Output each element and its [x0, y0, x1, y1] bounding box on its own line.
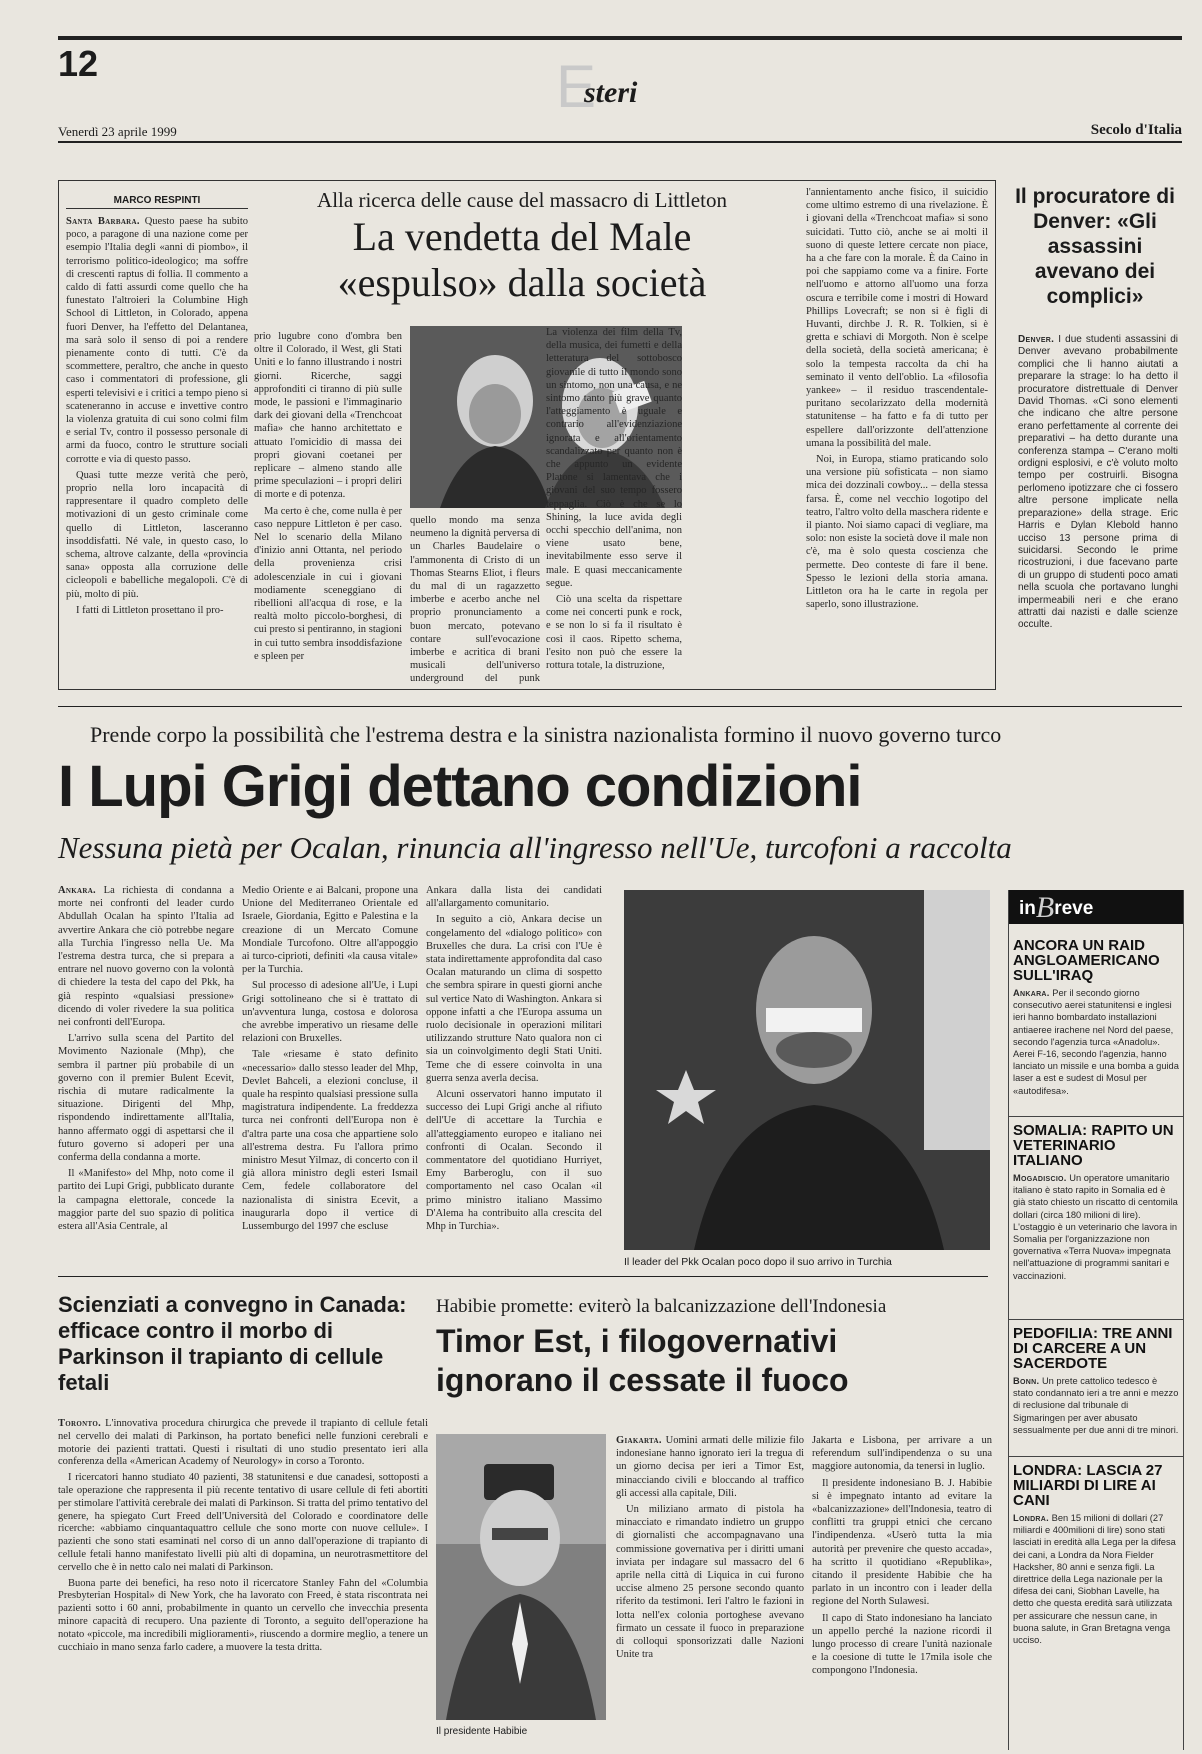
littleton-headline-2: «espulso» dalla società: [337, 260, 707, 305]
in-breve-sidebar: [1008, 890, 1184, 1750]
paragraph: Buona parte dei benefici, ha reso noto il ricercatore Stanley Fahn del «Columbia Presbyterian Hospital» di New York, che ha lavorato con Freed, è stata riscontrata nei pazienti sotto i 60 anni, probabilmente in quanto un cervello che invecchia presenta minore capacità di recupero. Una paziente di Toronto, a seguito dell'operazione ha notato «piccole, ma incredibili miglioramenti», riuscendo a dormire meglio, a tenere un cucchiaio in mano senza farlo cadere, a muovere la testa dritta.: [58, 1577, 428, 1653]
denver-headline: Il procuratore di Denver: «Gli assassini avevano dei complici»: [1015, 185, 1175, 308]
littleton-col-1: [66, 215, 248, 683]
littleton-col-5: [806, 186, 988, 684]
paragraph: Il presidente indonesiano B. J. Habibie si è impegnato intanto ad evitare la «balcanizzazione» dell'Indonesia, teatro di conflitti tra gruppi etnici che cercano l'indipendenza. «Userò tutta la mia autorità per prevenire che questo accada», ha scritto il quotidiano «Republika», citando il presidente Habibie che ha parlato in un incontro con i leader della regione del North Sulawesi.: [812, 1477, 992, 1608]
dateline: Toronto.: [58, 1418, 102, 1429]
section-name: steri: [584, 76, 638, 109]
section-divider: [58, 706, 1182, 707]
turkey-col-3: [426, 884, 602, 1268]
paragraph: Ma certo è che, come nulla è per caso neppure Littleton è per caso. Nel lo scenario della Milano d'inizio anni Ottanta, nel periodo della provenienza crisi adolescenziale in cui i giovani modiamente sceneggiano di ribellioni all'acqua di rose, e la realtà molto piccolo-borghesi, di cui presto si pentiranno, in stagioni in cui tutto sembra insoddisfazione e spleen per: [254, 505, 402, 662]
paragraph: Medio Oriente e ai Balcani, propone una Unione del Mediterraneo Orientale ed Israele, Giordania, Egitto e Palestina e la creazione di un Mercato Comune Mondiale Turcofono. Oltre all'appoggio ai turco-ciprioti, definiti «la causa vitale» per la Turchia.: [242, 885, 418, 976]
paragraph: La violenza dei film della Tv, della musica, dei fumetti e della letteratura del sottobosco giovanile di tutto il mondo sono un sintomo, non una causa, e ne sintomo tanto più grave quanto l'atteggiamento è uguale e contrario all'evidenziazione ignorata e all'orientamento scandalizzato per quanto non è che appunto un evidente Platone si lamentava che i giovani del suo tempo fossero teppaglia. Ciò è che se lo Shining, la luce avida degli occhi specchio dell'anima, non viene usato bene, inevitabilmente esso serve il male. E quasi meccanicamente segue.: [546, 327, 682, 589]
dateline: Denver.: [1018, 334, 1055, 345]
dateline: Santa Barbara.: [66, 216, 140, 227]
brief-title: LONDRA: LASCIA 27 MILIARDI DI LIRE AI CANI: [1013, 1462, 1163, 1509]
denver-body: [1018, 334, 1178, 684]
brief-body: Un prete cattolico tedesco è stato condannato ieri a tre anni e mezzo di reclusione dal tribunale di Sigmaringen per aver abusato sessualmente per due anni di tre minori.: [1013, 1376, 1179, 1435]
brief-item: [1009, 1457, 1183, 1719]
paragraph: L'arrivo sulla scena del Partito del Movimento Nazionale (Mhp), che sembra il partner più probabile di un governo con il premier Bulent Ecevit, rischia di mutare radicalmente la situazione. Dirigenti del Mhp, rispondendo indirettamente all'Italia, hanno affermato oggi di aspettarsi che il futuro governo si adoperi per una conferma della condanna a morte.: [58, 1033, 234, 1164]
issue-date: Venerdì 23 aprile 1999: [58, 124, 177, 139]
paragraph: In seguito a ciò, Ankara decise un congelamento del «dialogo politico» con Bruxelles che dura. La crisi con l'Ue è stata indirettamente approfondita dal caso Ocalan maturando un clima di sospetto che sembra spirare in questi giorni anche sul vertice Nato di Washington. Ankara si oppone infatti a che l'Europa assuma un ruolo decisionale in operazioni militari utilizzando strutture Nato qualora non ci sia un coinvolgimento degli Stati Uniti. Teme che di essere coinvolta in una guerra senza averla decisa.: [426, 914, 602, 1084]
littleton-col-2: [254, 330, 402, 684]
dateline: Mogadiscio.: [1013, 1173, 1067, 1183]
turkey-subhead: Nessuna pietà per Ocalan, rinuncia all'ingresso nell'Ue, turcofoni a raccolta: [58, 830, 1012, 865]
timor-col-1: [616, 1434, 804, 1746]
in-breve-logo: [1009, 890, 1183, 924]
paragraph: I due studenti assassini di Denver avevano probabilmente complici che li hanno aiutati a preparare la strage: lo ha detto il procuratore distrettuale di Denver David Thomas. «Ci sono elementi che indicano che altre persone erano perfettamente al corrente dei preparativi – ha detto durante una conferenza stampa – C'erano molti ordigni esplosivi, e c'è voluto molto tempo per costruirli. Bisogna perlomeno ipotizzare che ci fossero altre persone implicate nella preparazione» della strage. Eric Harris e Dylan Klebold hanno ucciso 13 persone prima di suicidarsi. Secondo le prime ricostruzioni, i due facevano parte di un gruppo di studenti poco amati nella scuola che portavano lunghi impermeabili neri e che erano attratti dai nazisti e dalle scienze occulte.: [1018, 334, 1178, 631]
section-initial: E: [556, 53, 597, 120]
paragraph: La richiesta di condanna a morte nei confronti del leader curdo Abdullah Ocalan ha spinto l'Italia ad avvertire Ankara che ciò potrebbe negare alla Turchia l'ingresso nella Ue. Ma l'estrema destra turca, che si prepara a entrare nel nuovo governo con la volontà di chiedere la testa del capo del Pkk, ha già respinto «qualsiasi pressione» dicendo di voler rivedere la sua politica nei confronti dell'Europa.: [58, 885, 234, 1029]
dateline: Bonn.: [1013, 1376, 1040, 1386]
brief-title: ANCORA UN RAID ANGLOAMERICANO SULL'IRAQ: [1013, 937, 1160, 984]
paragraph: L'innovativa procedura chirurgica che prevede il trapianto di cellule fetali nel cervello dei malati di Parkinson, ha portato benefici nelle funzioni cerebrali e motorie dei pazienti trattati. Questi i risultati di uno studio presentato ieri alla conferenza della «American Academy of Neurology» in corso a Toronto.: [58, 1418, 428, 1468]
turkey-headline: I Lupi Grigi dettano condizioni: [58, 754, 862, 819]
paper-name: Secolo d'Italia: [1090, 122, 1182, 138]
timor-col-2: [812, 1434, 992, 1746]
ocalan-image: [624, 890, 990, 1250]
dateline: Londra.: [1013, 1513, 1050, 1523]
parkinson-headline: Scienziati a convegno in Canada: efficace contro il morbo di Parkinson il trapianto di cellule fetali: [58, 1292, 407, 1395]
paragraph: quello mondo ma senza neumeno la dignità perversa di un Charles Baudelaire o l'ammonenta di Cristo di un Thomas Stearns Eliot, i fleurs du mal di un ragazzetto imberbe e acerbo anche nel proprio pronunciamento a buon mercato, potevano contare sull'evocazione imberbe e acritica di brani musicali dell'universo underground del punk: [410, 515, 540, 684]
brief-item: [1009, 932, 1183, 1117]
paragraph: Un miliziano armato di pistola ha minacciato e rimandato indietro un gruppo di giornalisti che accompagnavano una commissione governativa per i diritti umani inviata per indagare sul massacro del 6 aprile nella città di Liquica in cui furono uccise almeno 25 persone secondo quanto riferito da testimoni. Ieri l'altro le fazioni in lotta nell'ex colonia portoghese avevano firmato un cessate il fuoco in preparazione di colloqui sponsorizzati dalle Nazioni Unite tra: [616, 1504, 804, 1661]
paragraph: Uomini armati delle milizie filo indonesiane hanno ignorato ieri la tregua di un giorno decisa per ieri a Timor Est, minacciando civili e bloccando al traffico gli accessi alla capitale, Dili.: [616, 1435, 804, 1499]
ocalan-photo: [624, 890, 990, 1250]
turkey-kicker: Prende corpo la possibilità che l'estrema destra e la sinistra nazionalista formino il nuovo governo turco: [90, 722, 1002, 747]
paragraph: Ankara dalla lista dei candidati all'allargamento comunitario.: [426, 885, 602, 910]
brief-title: PEDOFILIA: TRE ANNI DI CARCERE A UN SACERDOTE: [1013, 1325, 1173, 1372]
dateline: Ankara.: [58, 885, 96, 896]
timor-headline: Timor Est, i filogovernativi ignorano il cessate il fuoco: [436, 1323, 849, 1398]
turkey-col-2: [242, 884, 418, 1268]
top-rule: [58, 36, 1182, 40]
paragraph: I fatti di Littleton prosettano il pro-: [76, 604, 224, 616]
paragraph: prio lugubre cono d'ombra ben oltre il Colorado, il West, gli Stati Uniti e lo fanno illustrando i nostri giorni. Ricerche, saggi approfonditi ci tiranno di più sulle mode, le passioni e l'immaginario dark dei giovani della «Trenchcoat mafia» che hanno architettato e attuato l'omicidio di massa dei propri giovani coetanei per replicare – almeno stando alle prime speculazioni – i propri deliri di morte e di potenza.: [254, 331, 402, 501]
ocalan-caption: Il leader del Pkk Ocalan poco dopo il suo arrivo in Turchia: [624, 1256, 892, 1268]
habibie-caption: Il presidente Habibie: [436, 1726, 528, 1737]
paragraph: Il «Manifesto» del Mhp, noto come il partito dei Lupi Grigi, pubblicato durante la campagna elettorale, concede la maggior parte del suo spazio di politica estera all'Asia Centrale, al: [58, 1168, 234, 1233]
brief-item: [1009, 1117, 1183, 1320]
paragraph: Noi, in Europa, stiamo praticando solo una versione più sofisticata – non siamo mica dei dozzinali cowboy... – della stessa farsa. È, come nel vecchio logotipo del teatro, l'altro volto della maschera ridente e il pianto. Noi siamo capaci di vegliare, ma solo: non esiste la società dove il male non c'è, ma è solo questa coscienza che permette. Deo conteste di fare il bene. Spesso le lezioni della storia amana. Littleton ora ha le carte in regola per saperlo, sono illustrazione.: [806, 454, 988, 611]
paragraph: Alcuni osservatori hanno imputato il successo dei Lupi Grigi anche al rifiuto dell'Ue di accettare la Turchia e all'atteggiamento europeo e italiano nei confronti di Ocalan. Secondo il commentatore del quotidiano Hurriyet, Emy Barberoglu, con il suo comportamento nel caso Ocalan «il primo ministro italiano Massimo D'Alema ha contribuito alla crescita del Mhp in Turchia».: [426, 1089, 602, 1233]
brief-body: Un operatore umanitario italiano è stato rapito in Somalia ed è già stato chiesto un riscatto di centomila dollari (circa 180 milioni di lire). L'ostaggio è un veterinario che lavora in Somalia per l'organizzazione non governativa «Terra Nuova» impegnata nell'attuazione di programmi sanitari e vaccinazioni.: [1013, 1173, 1178, 1281]
littleton-kicker: Alla ricerca delle cause del massacro di Littleton: [317, 188, 727, 212]
logo-in: in: [1019, 898, 1036, 919]
brief-body: Per il secondo giorno consecutivo aerei statunitensi e inglesi ieri hanno bombardato installazioni antiaeree irachene nel Nord del paese, secondo l'agenzia turca «Anadolu». Aerei F-16, secondo l'agenzia, hanno lanciato un missile e una bomba a guida laser a est e sudest di Mosul per «autodifesa».: [1013, 988, 1179, 1096]
paragraph: l'annientamento anche fisico, il suicidio come ultimo estremo di una rivelazione. È i giovani della «Trenchcoat mafia» si sono suicidati. Tutto ciò, anche se ai molti il suono di queste lettere cercate non piace, ha a che fare con la morale. È da Caino in poi che sappiamo come va a finire. Forte nell'uomo e attorno all'uomo una forza oscura e terribile come i mostri di Howard Phillips Lovecraft; se non si è figli di Huvanti, dirchbe J. R. R. Tolkien, si è gretta e schiavi di Morgoth. Non è scelpe della società, della società americana; è solo la tempesta raccolta da chi ha seminato il vento dell'oblio. La «filosofia yankee» – il residuo trascendentale-puritano secolarizzato della modernità statunitense – ha fatto e fa di tutto per espellere dall'orizzonte dell'attenzione umana la possibilità del male.: [806, 187, 988, 449]
paragraph: Quasi tutte mezze verità che però, proprio nella loro incapacità di rappresentare il quadro completo delle motivazioni di un gesto criminale come quello di Littleton, lasceranno insoddisfatti. Né vale, in questo caso, lo schema, altrove calzante, della «provincia sana» opposta alla corruzione delle cicleopoli e babelliche megalopoli. C'è di più, molto di più.: [66, 469, 248, 600]
paragraph: Sul processo di adesione all'Ue, i Lupi Grigi sottolineano che si è trattato di un'avventura lunga, costosa e dolorosa che avrebbe imperativo un riesame delle relazioni con Bruxelles.: [242, 980, 418, 1045]
littleton-headline-1: La vendetta del Male: [352, 214, 692, 259]
paragraph: Tale «riesame è stato definito «necessario» dallo stesso leader del Mhp, Devlet Bahceli, a elezioni concluse, il quale ha respinto qualsiasi pressione sulla magistratura indipendente. La freddezza turca nei confronti dell'Europa non è d'altra parte una cosa che appartiene solo all'estrema destra. Fu l'allora primo ministro Mesut Yilmaz, di concerto con il già allora ministro degli esteri Ismail Cem, fedele collaboratore del nazionalista di sinistra Ecevit, a inaugurarla dopo il vertice di Lussemburgo del 1997 che escluse: [242, 1049, 418, 1233]
masthead-rule: [58, 141, 1182, 143]
habibie-image: [436, 1434, 606, 1720]
paragraph: Ciò una scelta da rispettare come nei concerti punk e rock, e se non lo si fa il risultato è così il caos. Ripetto schema, l'esito non può che essere la rottura totale, la distruzione,: [546, 594, 682, 672]
paragraph: Questo paese ha subito poco, a paragone di una nazione come per esempio l'Italia degli «anni di piombo», il terrorismo politico-ideologico; ma soffre di crescenti raptus di follia. Il commento a caldo di fatti assurdi come quello che ha funestato l'altroieri la Columbine High School di Littleton, in Colorado, appena fuori Denver, ha l'effetto del Delantanea, ma sarà solo il senso di poi a rendere pienamente conto di tutti. C'è da scommettere, peraltro, che anche in questo caso i commentatori di professione, gli esperti televisivi e i critici a tempo pieno si scateneranno in accuse e invettive contro la violenza gratuita di cui sono colmi film e serial Tv, contro il possesso personale di armi da fuoco, contro le strutture sociali corrotte e via di questo passo.: [66, 216, 248, 465]
author-name: MARCO RESPINTI: [66, 195, 248, 209]
littleton-col-4: [546, 326, 682, 684]
dateline: Ankara.: [1013, 988, 1050, 998]
section-divider: [58, 1276, 988, 1277]
paragraph: Jakarta e Lisbona, per arrivare a un referendum sull'indipendenza o su una maggiore autonomia, da tenersi in luglio.: [812, 1435, 992, 1473]
paragraph: I ricercatori hanno studiato 40 pazienti, 38 statunitensi e due canadesi, sottoposti a tale operazione che rappresenta il più recente tentativo di usare cellule di feti abortiti per stimolare l'attività cerebrale dei malati di Parkinson. Si tratta del primo tentativo del genere, ha spiegato Curt Freed dell'Università del Colorado e coordinatore delle ricerche: «abbiamo cinquantaquattro cellule che sono morte con nuove cellule». I pazienti che sono stati esaminati nel corso di un anno dall'operazione di trapianto di cellule fetali hanno manifestato livelli più alti di dopamina, un neurotrasmettitore del cervello che è in netto calo nei malati di Parkinson.: [58, 1472, 428, 1573]
brief-body: Ben 15 milioni di dollari (27 miliardi e 400milioni di lire) sono stati lasciati in eredità alla Lega per la difesa dei cani, a Londra da Nora Fielder Hacksher, 80 anni e senza figli. La direttrice della Lega nazionale per la difesa dei cani, Siobhan Lavelle, ha detto che questa eredità sarà utilizzata per assicurare che nessun cane, in buona salute, in Gran Bretagna venga ucciso.: [1013, 1513, 1176, 1646]
parkinson-body: [58, 1418, 428, 1746]
brief-title: SOMALIA: RAPITO UN VETERINARIO ITALIANO: [1013, 1122, 1174, 1169]
timor-kicker: Habibie promette: eviterò la balcanizzazione dell'Indonesia: [436, 1296, 887, 1317]
habibie-photo: [436, 1434, 606, 1720]
littleton-col-3: [410, 514, 540, 684]
logo-rest: reve: [1054, 898, 1094, 919]
turkey-col-1: [58, 884, 234, 1268]
brief-item: [1009, 1320, 1183, 1457]
page-number: 12: [58, 43, 99, 84]
logo-b: B: [1035, 891, 1055, 924]
dateline: Giakarta.: [616, 1435, 662, 1446]
paragraph: Il capo di Stato indonesiano ha lanciato un appello perché la nazione ricordi il lungo processo di creare l'unità nazionale e la coesione di tutte le 17mila isole che compongono l'Indonesia.: [812, 1612, 992, 1677]
